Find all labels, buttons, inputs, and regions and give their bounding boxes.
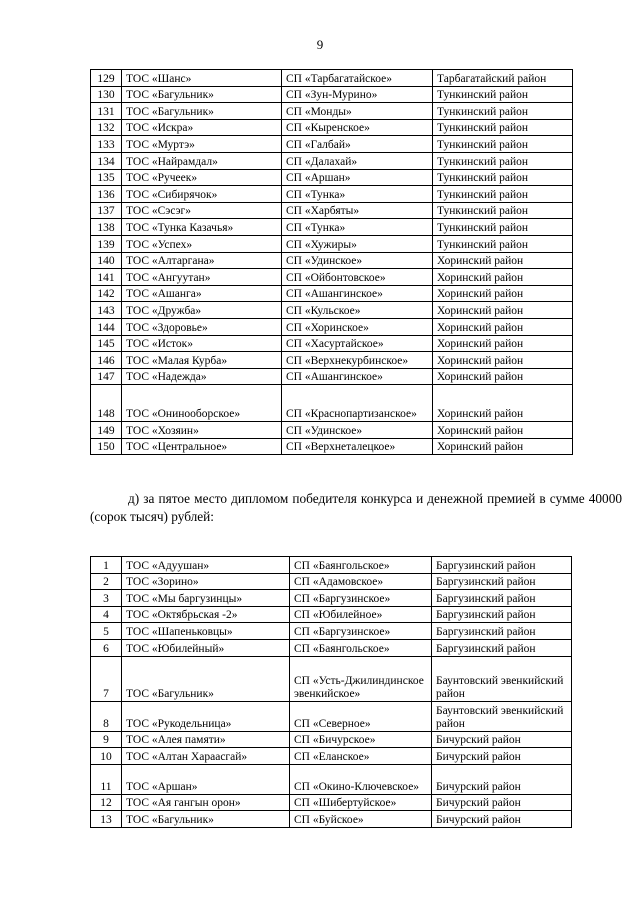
settlement-name: СП «Баргузинское»	[290, 623, 432, 640]
tos-name: ТОС «Сэсэг»	[122, 202, 282, 219]
row-number: 145	[91, 335, 122, 352]
settlement-name: СП «Краснопартизанское»	[282, 385, 433, 422]
settlement-name: СП «Тунка»	[282, 219, 433, 236]
table-row	[91, 269, 573, 286]
tos-name: ТОС «Муртэ»	[122, 136, 282, 153]
row-number: 5	[91, 623, 122, 640]
table-row	[91, 385, 573, 422]
table-row	[91, 119, 573, 136]
row-number: 131	[91, 103, 122, 120]
tos-name: ТОС «Рукодельница»	[122, 701, 290, 731]
table-row	[91, 422, 573, 439]
row-number: 147	[91, 368, 122, 385]
row-number: 148	[91, 385, 122, 422]
row-number: 138	[91, 219, 122, 236]
row-number: 12	[91, 794, 122, 811]
table-row	[91, 656, 572, 701]
district-name: Бичурский район	[432, 794, 572, 811]
table-row	[91, 70, 573, 87]
table-row	[91, 152, 573, 169]
district-name: Хоринский район	[433, 285, 573, 302]
page-number: 9	[316, 37, 324, 52]
row-number: 3	[91, 590, 122, 607]
district-name: Бичурский район	[432, 764, 572, 794]
table-row	[91, 186, 573, 203]
tos-name: ТОС «Алея памяти»	[122, 731, 290, 748]
row-number: 143	[91, 302, 122, 319]
district-name: Тункинский район	[433, 169, 573, 186]
settlement-name: СП «Кыренское»	[282, 119, 433, 136]
table-row	[91, 285, 573, 302]
settlement-name: СП «Далахай»	[282, 152, 433, 169]
row-number: 134	[91, 152, 122, 169]
row-number: 11	[91, 764, 122, 794]
tos-name: ТОС «Ангуутан»	[122, 269, 282, 286]
row-number: 146	[91, 352, 122, 369]
settlement-name: СП «Монды»	[282, 103, 433, 120]
district-name: Тункинский район	[433, 202, 573, 219]
table-row	[91, 764, 572, 794]
row-number: 136	[91, 186, 122, 203]
settlement-name: СП «Удинское»	[282, 422, 433, 439]
tos-name: ТОС «Зорино»	[122, 573, 290, 590]
district-name: Баунтовский эвенкийский район	[432, 701, 572, 731]
settlement-name: СП «Адамовское»	[290, 573, 432, 590]
tos-name: ТОС «Ручеек»	[122, 169, 282, 186]
row-number: 4	[91, 606, 122, 623]
row-number: 149	[91, 422, 122, 439]
district-name: Хоринский район	[433, 252, 573, 269]
settlement-name: СП «Зун-Мурино»	[282, 86, 433, 103]
tos-name: ТОС «Шапеньковцы»	[122, 623, 290, 640]
row-number: 141	[91, 269, 122, 286]
row-number: 150	[91, 438, 122, 455]
table-row	[91, 701, 572, 731]
row-number: 1	[91, 557, 122, 574]
tos-name: ТОС «Алтаргана»	[122, 252, 282, 269]
tos-name: ТОС «Ашанга»	[122, 285, 282, 302]
tos-name: ТОС «Мы баргузинцы»	[122, 590, 290, 607]
district-name: Тункинский район	[433, 136, 573, 153]
tos-name: ТОС «Хозяин»	[122, 422, 282, 439]
settlement-name: СП «Баянгольское»	[290, 639, 432, 656]
district-name: Баунтовский эвенкийский район	[432, 656, 572, 701]
table-row	[91, 606, 572, 623]
tos-name: ТОС «Юбилейный»	[122, 639, 290, 656]
settlement-name: СП «Буйское»	[290, 811, 432, 828]
settlement-name: СП «Верхнекурбинское»	[282, 352, 433, 369]
district-name: Хоринский район	[433, 335, 573, 352]
settlement-name: СП «Юбилейное»	[290, 606, 432, 623]
table-row	[91, 623, 572, 640]
tos-name: ТОС «Багульник»	[122, 86, 282, 103]
district-name: Хоринский район	[433, 352, 573, 369]
row-number: 132	[91, 119, 122, 136]
table-row	[91, 731, 572, 748]
district-name: Тункинский район	[433, 152, 573, 169]
table-row	[91, 318, 573, 335]
table-row	[91, 811, 572, 828]
settlement-name: СП «Харбяты»	[282, 202, 433, 219]
tos-name: ТОС «Онинооборское»	[122, 385, 282, 422]
table-row	[91, 335, 573, 352]
district-name: Баргузинский район	[432, 557, 572, 574]
tos-name: ТОС «Найрамдал»	[122, 152, 282, 169]
tos-name: ТОС «Багульник»	[122, 811, 290, 828]
row-number: 135	[91, 169, 122, 186]
settlement-name: СП «Окино-Ключевское»	[290, 764, 432, 794]
table-row	[91, 235, 573, 252]
tos-name: ТОС «Октябрьская -2»	[122, 606, 290, 623]
tos-name: ТОС «Шанс»	[122, 70, 282, 87]
settlement-name: СП «Ашангинское»	[282, 368, 433, 385]
district-name: Хоринский район	[433, 422, 573, 439]
tos-name: ТОС «Успех»	[122, 235, 282, 252]
district-name: Хоринский район	[433, 318, 573, 335]
settlement-name: СП «Тунка»	[282, 186, 433, 203]
table-row	[91, 352, 573, 369]
row-number: 6	[91, 639, 122, 656]
table-row	[91, 557, 572, 574]
table-row	[91, 748, 572, 765]
tos-name: ТОС «Здоровье»	[122, 318, 282, 335]
row-number: 129	[91, 70, 122, 87]
district-name: Баргузинский район	[432, 623, 572, 640]
district-name: Баргузинский район	[432, 606, 572, 623]
district-name: Баргузинский район	[432, 590, 572, 607]
district-name: Хоринский район	[433, 269, 573, 286]
tos-name: ТОС «Алтан Хараасгай»	[122, 748, 290, 765]
row-number: 13	[91, 811, 122, 828]
settlement-name: СП «Бичурское»	[290, 731, 432, 748]
district-name: Баргузинский район	[432, 573, 572, 590]
table-row	[91, 368, 573, 385]
district-name: Бичурский район	[432, 731, 572, 748]
row-number: 133	[91, 136, 122, 153]
settlement-name: СП «Баянгольское»	[290, 557, 432, 574]
tos-name: ТОС «Багульник»	[122, 656, 290, 701]
fifth-place-paragraph: д) за пятое место дипломом победителя конкурса и денежной премией в сумме 40000 (сорок тысяч) рублей:	[90, 491, 622, 524]
row-number: 142	[91, 285, 122, 302]
settlement-name: СП «Хасуртайское»	[282, 335, 433, 352]
settlement-name: СП «Ойбонтовское»	[282, 269, 433, 286]
district-name: Тункинский район	[433, 86, 573, 103]
district-name: Бичурский район	[432, 811, 572, 828]
table-row	[91, 573, 572, 590]
table-row	[91, 169, 573, 186]
tos-name: ТОС «Багульник»	[122, 103, 282, 120]
settlement-name: СП «Усть-Джилиндинское эвенкийское»	[290, 656, 432, 701]
row-number: 8	[91, 701, 122, 731]
settlement-name: СП «Галбай»	[282, 136, 433, 153]
table-row	[91, 86, 573, 103]
tos-name: ТОС «Дружба»	[122, 302, 282, 319]
district-name: Тункинский район	[433, 235, 573, 252]
winners-table-continued	[90, 69, 573, 455]
row-number: 139	[91, 235, 122, 252]
table-row	[91, 136, 573, 153]
district-name: Бичурский район	[432, 748, 572, 765]
tos-name: ТОС «Исток»	[122, 335, 282, 352]
row-number: 137	[91, 202, 122, 219]
table-row	[91, 219, 573, 236]
table-row	[91, 438, 573, 455]
row-number: 10	[91, 748, 122, 765]
row-number: 130	[91, 86, 122, 103]
district-name: Тункинский район	[433, 119, 573, 136]
row-number: 144	[91, 318, 122, 335]
table-row	[91, 252, 573, 269]
district-name: Хоринский район	[433, 438, 573, 455]
settlement-name: СП «Баргузинское»	[290, 590, 432, 607]
row-number: 2	[91, 573, 122, 590]
district-name: Тункинский район	[433, 186, 573, 203]
district-name: Тункинский район	[433, 103, 573, 120]
settlement-name: СП «Северное»	[290, 701, 432, 731]
settlement-name: СП «Аршан»	[282, 169, 433, 186]
table-row	[91, 590, 572, 607]
district-name: Хоринский район	[433, 302, 573, 319]
row-number: 140	[91, 252, 122, 269]
fifth-place-table	[90, 556, 572, 828]
settlement-name: СП «Кульское»	[282, 302, 433, 319]
table-row	[91, 794, 572, 811]
district-name: Тункинский район	[433, 219, 573, 236]
district-name: Хоринский район	[433, 368, 573, 385]
settlement-name: СП «Хужиры»	[282, 235, 433, 252]
settlement-name: СП «Шибертуйское»	[290, 794, 432, 811]
settlement-name: СП «Еланское»	[290, 748, 432, 765]
tos-name: ТОС «Искра»	[122, 119, 282, 136]
row-number: 9	[91, 731, 122, 748]
settlement-name: СП «Хоринское»	[282, 318, 433, 335]
tos-name: ТОС «Надежда»	[122, 368, 282, 385]
settlement-name: СП «Верхнеталецкое»	[282, 438, 433, 455]
tos-name: ТОС «Аршан»	[122, 764, 290, 794]
tos-name: ТОС «Адуушан»	[122, 557, 290, 574]
row-number: 7	[91, 656, 122, 701]
district-name: Тарбагатайский район	[433, 70, 573, 87]
table-row	[91, 302, 573, 319]
table-row	[91, 639, 572, 656]
tos-name: ТОС «Тунка Казачья»	[122, 219, 282, 236]
district-name: Хоринский район	[433, 385, 573, 422]
settlement-name: СП «Удинское»	[282, 252, 433, 269]
district-name: Баргузинский район	[432, 639, 572, 656]
table-row	[91, 202, 573, 219]
tos-name: ТОС «Ая гангын орон»	[122, 794, 290, 811]
tos-name: ТОС «Центральное»	[122, 438, 282, 455]
tos-name: ТОС «Малая Курба»	[122, 352, 282, 369]
tos-name: ТОС «Сибирячок»	[122, 186, 282, 203]
settlement-name: СП «Ашангинское»	[282, 285, 433, 302]
settlement-name: СП «Тарбагатайское»	[282, 70, 433, 87]
table-row	[91, 103, 573, 120]
